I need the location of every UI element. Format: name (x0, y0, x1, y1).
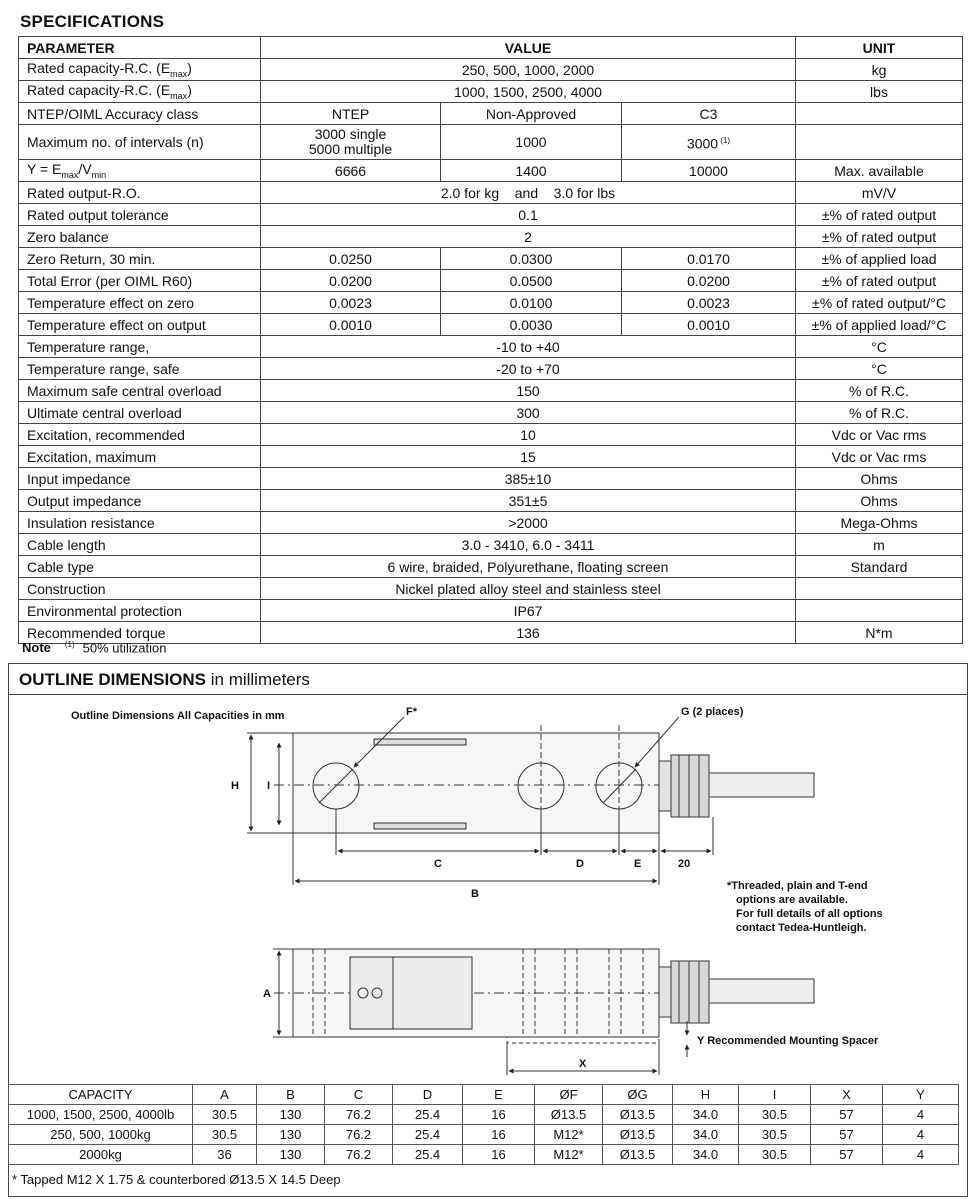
spec-parameter: Cable type (19, 556, 261, 578)
dims-cell: 1000, 1500, 2500, 4000lb (9, 1105, 193, 1125)
label-b: B (471, 888, 479, 900)
dims-cell: 130 (257, 1145, 325, 1165)
spec-unit (796, 125, 963, 160)
dims-cell: 25.4 (393, 1145, 463, 1165)
spec-parameter: Zero balance (19, 226, 261, 248)
dims-cell: 4 (883, 1125, 959, 1145)
value-header: VALUE (261, 37, 796, 59)
spec-unit: % of R.C. (796, 380, 963, 402)
spec-unit: Mega-Ohms (796, 512, 963, 534)
spec-value: 6 wire, braided, Polyurethane, floating screen (261, 556, 796, 578)
dims-cell: Ø13.5 (603, 1145, 673, 1165)
dims-cell: 25.4 (393, 1125, 463, 1145)
label-c: C (434, 858, 442, 870)
cable-top (709, 773, 814, 797)
spec-parameter: Environmental protection (19, 600, 261, 622)
spec-value-c3: 0.0200 (622, 270, 796, 292)
note-marker: (1) (64, 640, 75, 649)
spec-unit: Ohms (796, 468, 963, 490)
dims-cell: 250, 500, 1000kg (9, 1125, 193, 1145)
spec-value: 3.0 - 3410, 6.0 - 3411 (261, 534, 796, 556)
outline-title: OUTLINE DIMENSIONS in millimeters (19, 670, 310, 689)
spec-value: 250, 500, 1000, 2000 (261, 59, 796, 81)
dims-cell: 30.5 (739, 1145, 811, 1165)
spec-parameter: Temperature effect on output (19, 314, 261, 336)
spec-parameter: Rated capacity-R.C. $(E_{max})$ (19, 81, 261, 103)
dims-cell: M12* (535, 1145, 603, 1165)
spec-parameter: Output impedance (19, 490, 261, 512)
dims-row (9, 1105, 959, 1125)
spec-value-nonapproved: 0.0100 (441, 292, 622, 314)
spec-row (19, 292, 963, 314)
spec-unit: % of R.C. (796, 402, 963, 424)
cable-gland-side (659, 967, 671, 1017)
spec-parameter: Rated output tolerance (19, 204, 261, 226)
spec-row (19, 556, 963, 578)
dims-cell: 76.2 (325, 1105, 393, 1125)
spec-row (19, 125, 963, 160)
spec-row (19, 358, 963, 380)
spec-parameter: Insulation resistance (19, 512, 261, 534)
spec-row (19, 468, 963, 490)
spec-row (19, 182, 963, 204)
spec-parameter: Excitation, maximum (19, 446, 261, 468)
spec-row (19, 314, 963, 336)
spec-parameter: Maximum safe central overload (19, 380, 261, 402)
spec-value-ntep: 0.0010 (261, 314, 441, 336)
spec-unit: mV/V (796, 182, 963, 204)
dims-header-row (9, 1085, 959, 1105)
dims-footnote: * Tapped M12 X 1.75 & counterbored Ø13.5 X 14.5 Deep (12, 1172, 341, 1187)
spec-value: 0.1 (261, 204, 796, 226)
dims-header-cell: B (257, 1085, 325, 1105)
spec-value: 2 (261, 226, 796, 248)
spec-value: IP67 (261, 600, 796, 622)
note-text: 50% utilization (82, 640, 167, 656)
label-i: I (267, 780, 271, 792)
spec-row (19, 59, 963, 81)
spec-unit (796, 600, 963, 622)
dims-cell: 34.0 (673, 1145, 739, 1165)
spec-value: 351±5 (261, 490, 796, 512)
spec-parameter: Rated output-R.O. (19, 182, 261, 204)
spec-unit: Max. available (796, 160, 963, 182)
spec-unit: Standard (796, 556, 963, 578)
spec-unit: lbs (796, 81, 963, 103)
dims-cell: 30.5 (193, 1105, 257, 1125)
spec-header-row (19, 37, 963, 59)
outline-header (9, 664, 967, 695)
dims-cell: 16 (463, 1145, 535, 1165)
spec-row (19, 336, 963, 358)
top-view-body (293, 733, 659, 833)
dims-header-cell: ØF (535, 1085, 603, 1105)
spec-parameter: NTEP/OIML Accuracy class (19, 103, 261, 125)
spec-parameter: Total Error (per OIML R60) (19, 270, 261, 292)
label-g: G (2 places) (681, 706, 744, 718)
spec-value: 150 (261, 380, 796, 402)
spec-parameter: Excitation, recommended (19, 424, 261, 446)
spec-unit: Vdc or Vac rms (796, 446, 963, 468)
spec-value-c3: 10000 (622, 160, 796, 182)
spec-row (19, 600, 963, 622)
spec-value-c3: 0.0010 (622, 314, 796, 336)
spec-unit: m (796, 534, 963, 556)
unit-header: UNIT (796, 37, 963, 59)
dims-header-cell: Y (883, 1085, 959, 1105)
spec-row (19, 204, 963, 226)
spec-value-ntep: 0.0023 (261, 292, 441, 314)
spec-unit: ±% of rated output (796, 204, 963, 226)
spec-value: 385±10 (261, 468, 796, 490)
dims-cell: 57 (811, 1105, 883, 1125)
spec-parameter: Temperature effect on zero (19, 292, 261, 314)
spec-value: Nickel plated alloy steel and stainless steel (261, 578, 796, 600)
dims-header-cell: C (325, 1085, 393, 1105)
spec-row (19, 446, 963, 468)
spec-unit: ±% of rated output (796, 270, 963, 292)
spec-row (19, 424, 963, 446)
dims-header-cell: X (811, 1085, 883, 1105)
spec-value-ntep: 0.0250 (261, 248, 441, 270)
spec-unit: °C (796, 358, 963, 380)
spec-unit: kg (796, 59, 963, 81)
spec-parameter: Construction (19, 578, 261, 600)
dims-cell: 76.2 (325, 1145, 393, 1165)
cable-gland-top (659, 761, 671, 811)
dims-cell: 34.0 (673, 1105, 739, 1125)
label-y: Y Recommended Mounting Spacer (697, 1035, 879, 1047)
spec-parameter: Temperature range, (19, 336, 261, 358)
spec-value-ntep: 0.0200 (261, 270, 441, 292)
dims-cell: 2000kg (9, 1145, 193, 1165)
mounting-spacer (507, 1037, 659, 1043)
dims-header-cell: I (739, 1085, 811, 1105)
spec-parameter: Recommended torque (19, 622, 261, 644)
spec-row (19, 402, 963, 424)
outline-subtitle: in millimeters (206, 670, 310, 689)
dims-row (9, 1125, 959, 1145)
spec-row (19, 380, 963, 402)
spec-value: 136 (261, 622, 796, 644)
spec-unit: ±% of applied load (796, 248, 963, 270)
spec-value-nonapproved: Non-Approved (441, 103, 622, 125)
spec-value-ntep: 6666 (261, 160, 441, 182)
spec-value-c3: 3000 $^{(1)}$ (622, 125, 796, 160)
spec-parameter: Maximum no. of intervals (n) (19, 125, 261, 160)
dims-header-cell: D (393, 1085, 463, 1105)
spec-value-nonapproved: 1400 (441, 160, 622, 182)
dims-header-cell: H (673, 1085, 739, 1105)
label-h: H (231, 780, 239, 792)
dims-cell: Ø13.5 (535, 1105, 603, 1125)
drawing-title: Outline Dimensions All Capacities in mm (71, 710, 285, 722)
dims-row (9, 1145, 959, 1165)
label-x: X (579, 1058, 587, 1070)
spec-parameter: Input impedance (19, 468, 261, 490)
dims-header-cell: CAPACITY (9, 1085, 193, 1105)
dims-cell: 130 (257, 1125, 325, 1145)
spec-row (19, 490, 963, 512)
spec-value-nonapproved: 0.0030 (441, 314, 622, 336)
spec-value: 300 (261, 402, 796, 424)
dims-cell: 16 (463, 1105, 535, 1125)
spec-row (19, 270, 963, 292)
spec-unit: ±% of applied load/°C (796, 314, 963, 336)
dims-cell: Ø13.5 (603, 1125, 673, 1145)
spec-parameter: Ultimate central overload (19, 402, 261, 424)
specifications-title: SPECIFICATIONS (20, 12, 165, 31)
spec-parameter: Rated capacity-R.C. $(E_{max})$ (19, 59, 261, 81)
spec-row (19, 226, 963, 248)
dims-cell: 130 (257, 1105, 325, 1125)
dims-cell: 30.5 (739, 1105, 811, 1125)
spec-unit: ±% of rated output/°C (796, 292, 963, 314)
spec-unit: N*m (796, 622, 963, 644)
spec-value: 2.0 for kg and 3.0 for lbs (261, 182, 796, 204)
spec-row (19, 103, 963, 125)
options-note: *Threaded, plain and T-end options are available. For full details of all options contact Tedea-Huntleigh. (727, 880, 883, 934)
label-20: 20 (678, 858, 691, 870)
dims-cell: 16 (463, 1125, 535, 1145)
dims-cell: Ø13.5 (603, 1105, 673, 1125)
label-f: F* (406, 706, 417, 718)
spec-row (19, 534, 963, 556)
spec-unit: ±% of rated output (796, 226, 963, 248)
dims-cell: 57 (811, 1125, 883, 1145)
spec-value-ntep: NTEP (261, 103, 441, 125)
spec-row (19, 512, 963, 534)
label-a: A (263, 988, 271, 1000)
label-e: E (634, 858, 642, 870)
spec-value: 10 (261, 424, 796, 446)
spec-value-c3: C3 (622, 103, 796, 125)
parameter-header: PARAMETER (19, 37, 261, 59)
spec-value-ntep: 3000 single 5000 multiple (261, 125, 441, 160)
spec-value-c3: 0.0023 (622, 292, 796, 314)
dims-header-cell: ØG (603, 1085, 673, 1105)
cable-side (709, 979, 814, 1003)
spec-value: -20 to +70 (261, 358, 796, 380)
specifications-table (18, 36, 963, 644)
spec-row (19, 81, 963, 103)
spec-row (19, 248, 963, 270)
dimensions-table (8, 1084, 959, 1165)
spec-unit (796, 578, 963, 600)
spec-value-c3: 0.0170 (622, 248, 796, 270)
label-d: D (576, 858, 584, 870)
spec-value: -10 to +40 (261, 336, 796, 358)
spec-unit: °C (796, 336, 963, 358)
spec-value-nonapproved: 0.0500 (441, 270, 622, 292)
spec-unit (796, 103, 963, 125)
dims-cell: 4 (883, 1145, 959, 1165)
dims-cell: 30.5 (193, 1125, 257, 1145)
spec-unit: Ohms (796, 490, 963, 512)
spec-value: 1000, 1500, 2500, 4000 (261, 81, 796, 103)
spec-note (22, 640, 167, 655)
spec-value: 15 (261, 446, 796, 468)
dims-cell: 25.4 (393, 1105, 463, 1125)
spec-value-nonapproved: 0.0300 (441, 248, 622, 270)
dims-header-cell: E (463, 1085, 535, 1105)
dims-header-cell: A (193, 1085, 257, 1105)
spec-value: >2000 (261, 512, 796, 534)
dims-cell: 30.5 (739, 1125, 811, 1145)
note-label: Note (22, 640, 51, 656)
dims-cell: 4 (883, 1105, 959, 1125)
spec-row (19, 160, 963, 182)
dims-cell: 34.0 (673, 1125, 739, 1145)
dims-cell: 36 (193, 1145, 257, 1165)
spec-unit: Vdc or Vac rms (796, 424, 963, 446)
spec-parameter: Temperature range, safe (19, 358, 261, 380)
spec-parameter: $Y = E_{max}/V_{min}$ (19, 160, 261, 182)
spec-row (19, 578, 963, 600)
spec-parameter: Cable length (19, 534, 261, 556)
dims-cell: M12* (535, 1125, 603, 1145)
spec-parameter: Zero Return, 30 min. (19, 248, 261, 270)
dims-cell: 76.2 (325, 1125, 393, 1145)
dims-cell: 57 (811, 1145, 883, 1165)
spec-value-nonapproved: 1000 (441, 125, 622, 160)
